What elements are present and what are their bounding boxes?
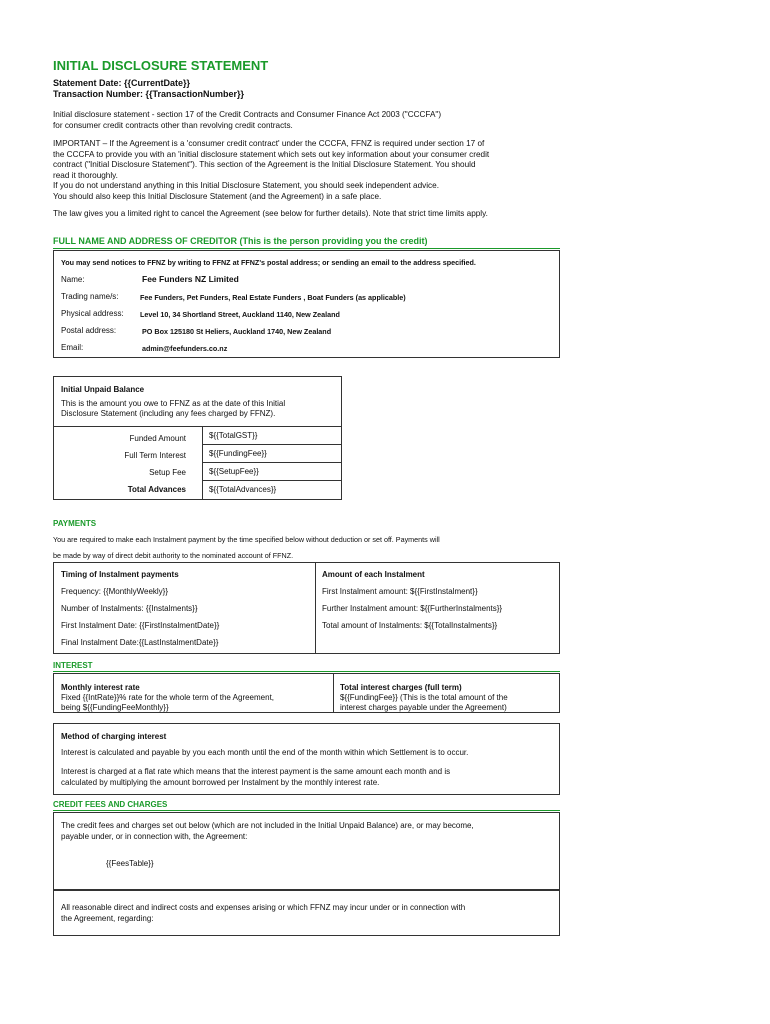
- first-instalment-date: First Instalment Date: {{FirstInstalmentDate}}: [61, 621, 220, 630]
- notice-text: You may send notices to FFNZ by writing to FFNZ at FFNZ's postal address; or sending an email to the address specified.: [61, 258, 476, 267]
- creditor-label-trading: Trading name/s:: [61, 292, 119, 301]
- creditor-label-name: Name:: [61, 275, 85, 284]
- total-advances-value: ${{TotalAdvances}}: [209, 485, 277, 494]
- creditor-value-postal: PO Box 125180 St Heliers, Auckland 1740, New Zealand: [142, 327, 332, 336]
- frequency: Frequency: {{MonthlyWeekly}}: [61, 587, 169, 596]
- statement-date: Statement Date: {{CurrentDate}}: [53, 78, 191, 88]
- total-instalments-amount: Total amount of Instalments: ${{TotalInstalments}}: [322, 621, 498, 630]
- creditor-heading: FULL NAME AND ADDRESS OF CREDITOR (This is the person providing you the credit): [53, 236, 428, 246]
- method-text-2: Interest is charged at a flat rate which means that the interest payment is the same amount each month and is calculated by multiplying the amount borrowed per Instalment by the monthly interest rate.: [61, 767, 451, 787]
- first-instalment-amount: First Instalment amount: ${{FirstInstalment}}: [322, 587, 478, 596]
- intro-paragraph-2: IMPORTANT – If the Agreement is a 'consumer credit contract' under the CCCFA, FFNZ is required under section 17 of the CCCFA to provide you with an 'initial disclosure statement which sets out key information about your consumer credit contract ("Initial Disclosure Statement"). This section of the Agreement is the Initial Disclosure Statement. You should read it thoroughly. If you do not understand anything in this Initial Disclosure Statement, you should seek independent advice. You should also keep this Initial Disclosure Statement (and the Agreement) in a safe place.: [53, 139, 490, 201]
- setup-fee-value: ${{SetupFee}}: [209, 467, 259, 476]
- creditor-label-postal: Postal address:: [61, 326, 117, 335]
- creditor-label-email: Email:: [61, 343, 84, 352]
- creditor-box: [53, 250, 560, 358]
- payments-text-1: You are required to make each Instalment payment by the time specified below without deduction or set off. Payments will: [53, 535, 440, 544]
- method-box: [53, 723, 560, 795]
- timing-heading: Timing of Instalment payments: [61, 570, 179, 579]
- number-of-instalments: Number of Instalments: {{Instalments}}: [61, 604, 198, 613]
- setup-fee-label: Setup Fee: [149, 468, 186, 477]
- fees-text-2: All reasonable direct and indirect costs and expenses arising or which FFNZ may incur under or in connection with the Agreement, regarding:: [61, 903, 466, 923]
- amount-heading: Amount of each Instalment: [322, 570, 425, 579]
- costs-box: [53, 890, 560, 936]
- funded-amount-value: ${{TotalGST}}: [209, 431, 258, 440]
- fees-heading: CREDIT FEES AND CHARGES: [53, 800, 168, 809]
- creditor-value-trading: Fee Funders, Pet Funders, Real Estate Funders , Boat Funders (as applicable): [140, 293, 406, 302]
- fees-table-placeholder: {{FeesTable}}: [106, 859, 154, 868]
- further-instalment-amount: Further Instalment amount: ${{FurtherInstalments}}: [322, 604, 503, 613]
- interest-label: Full Term Interest: [124, 451, 186, 460]
- unpaid-balance-box: [53, 376, 342, 500]
- page-title: INITIAL DISCLOSURE STATEMENT: [53, 58, 269, 73]
- transaction-number: Transaction Number: {{TransactionNumber}}: [53, 89, 245, 99]
- interest-value: ${{FundingFee}}: [209, 449, 267, 458]
- method-heading: Method of charging interest: [61, 732, 167, 741]
- interest-heading: INTEREST: [53, 661, 93, 670]
- payments-text-2: be made by way of direct debit authority to the nominated account of FFNZ.: [53, 551, 294, 560]
- interest-rate-table: [53, 673, 560, 713]
- monthly-rate-text: Fixed {{IntRate}}% rate for the whole term of the Agreement, being ${{FundingFeeMonthly}}: [61, 693, 275, 712]
- intro-paragraph-1: Initial disclosure statement - section 17 of the Credit Contracts and Consumer Finance Act 2003 ("CCCFA") for consumer credit contracts other than revolving credit contracts.: [53, 110, 442, 130]
- intro-paragraph-3: The law gives you a limited right to cancel the Agreement (see below for further details). Note that strict time limits apply.: [53, 209, 488, 218]
- funded-amount-label: Funded Amount: [129, 434, 186, 443]
- total-advances-label: Total Advances: [127, 485, 186, 494]
- payments-table: [53, 562, 560, 654]
- section-divider: [53, 248, 560, 249]
- creditor-value-name: Fee Funders NZ Limited: [142, 274, 239, 284]
- final-instalment-date: Final Instalment Date:{{LastInstalmentDate}}: [61, 638, 219, 647]
- total-interest-text: ${{FundingFee}} (This is the total amount of the interest charges payable under the Agreement): [340, 693, 508, 712]
- creditor-value-email: admin@feefunders.co.nz: [142, 344, 228, 353]
- method-text-1: Interest is calculated and payable by you each month until the end of the month within which Settlement is to occur.: [61, 748, 469, 757]
- creditor-value-physical: Level 10, 34 Shortland Street, Auckland 1140, New Zealand: [140, 310, 340, 319]
- monthly-rate-heading: Monthly interest rate: [61, 683, 140, 692]
- payments-heading: PAYMENTS: [53, 519, 97, 528]
- section-divider: [53, 810, 560, 811]
- creditor-label-physical: Physical address:: [61, 309, 124, 318]
- unpaid-description: This is the amount you owe to FFNZ as at the date of this Initial Disclosure Statement (including any fees charged by FFNZ).: [61, 399, 286, 418]
- fees-box: [53, 812, 560, 890]
- section-divider: [53, 671, 560, 672]
- total-interest-heading: Total interest charges (full term): [340, 683, 462, 692]
- fees-text-1: The credit fees and charges set out below (which are not included in the Initial Unpaid Balance) are, or may become, payable under, or in connection with, the Agreement:: [61, 821, 474, 841]
- unpaid-heading: Initial Unpaid Balance: [61, 385, 145, 394]
